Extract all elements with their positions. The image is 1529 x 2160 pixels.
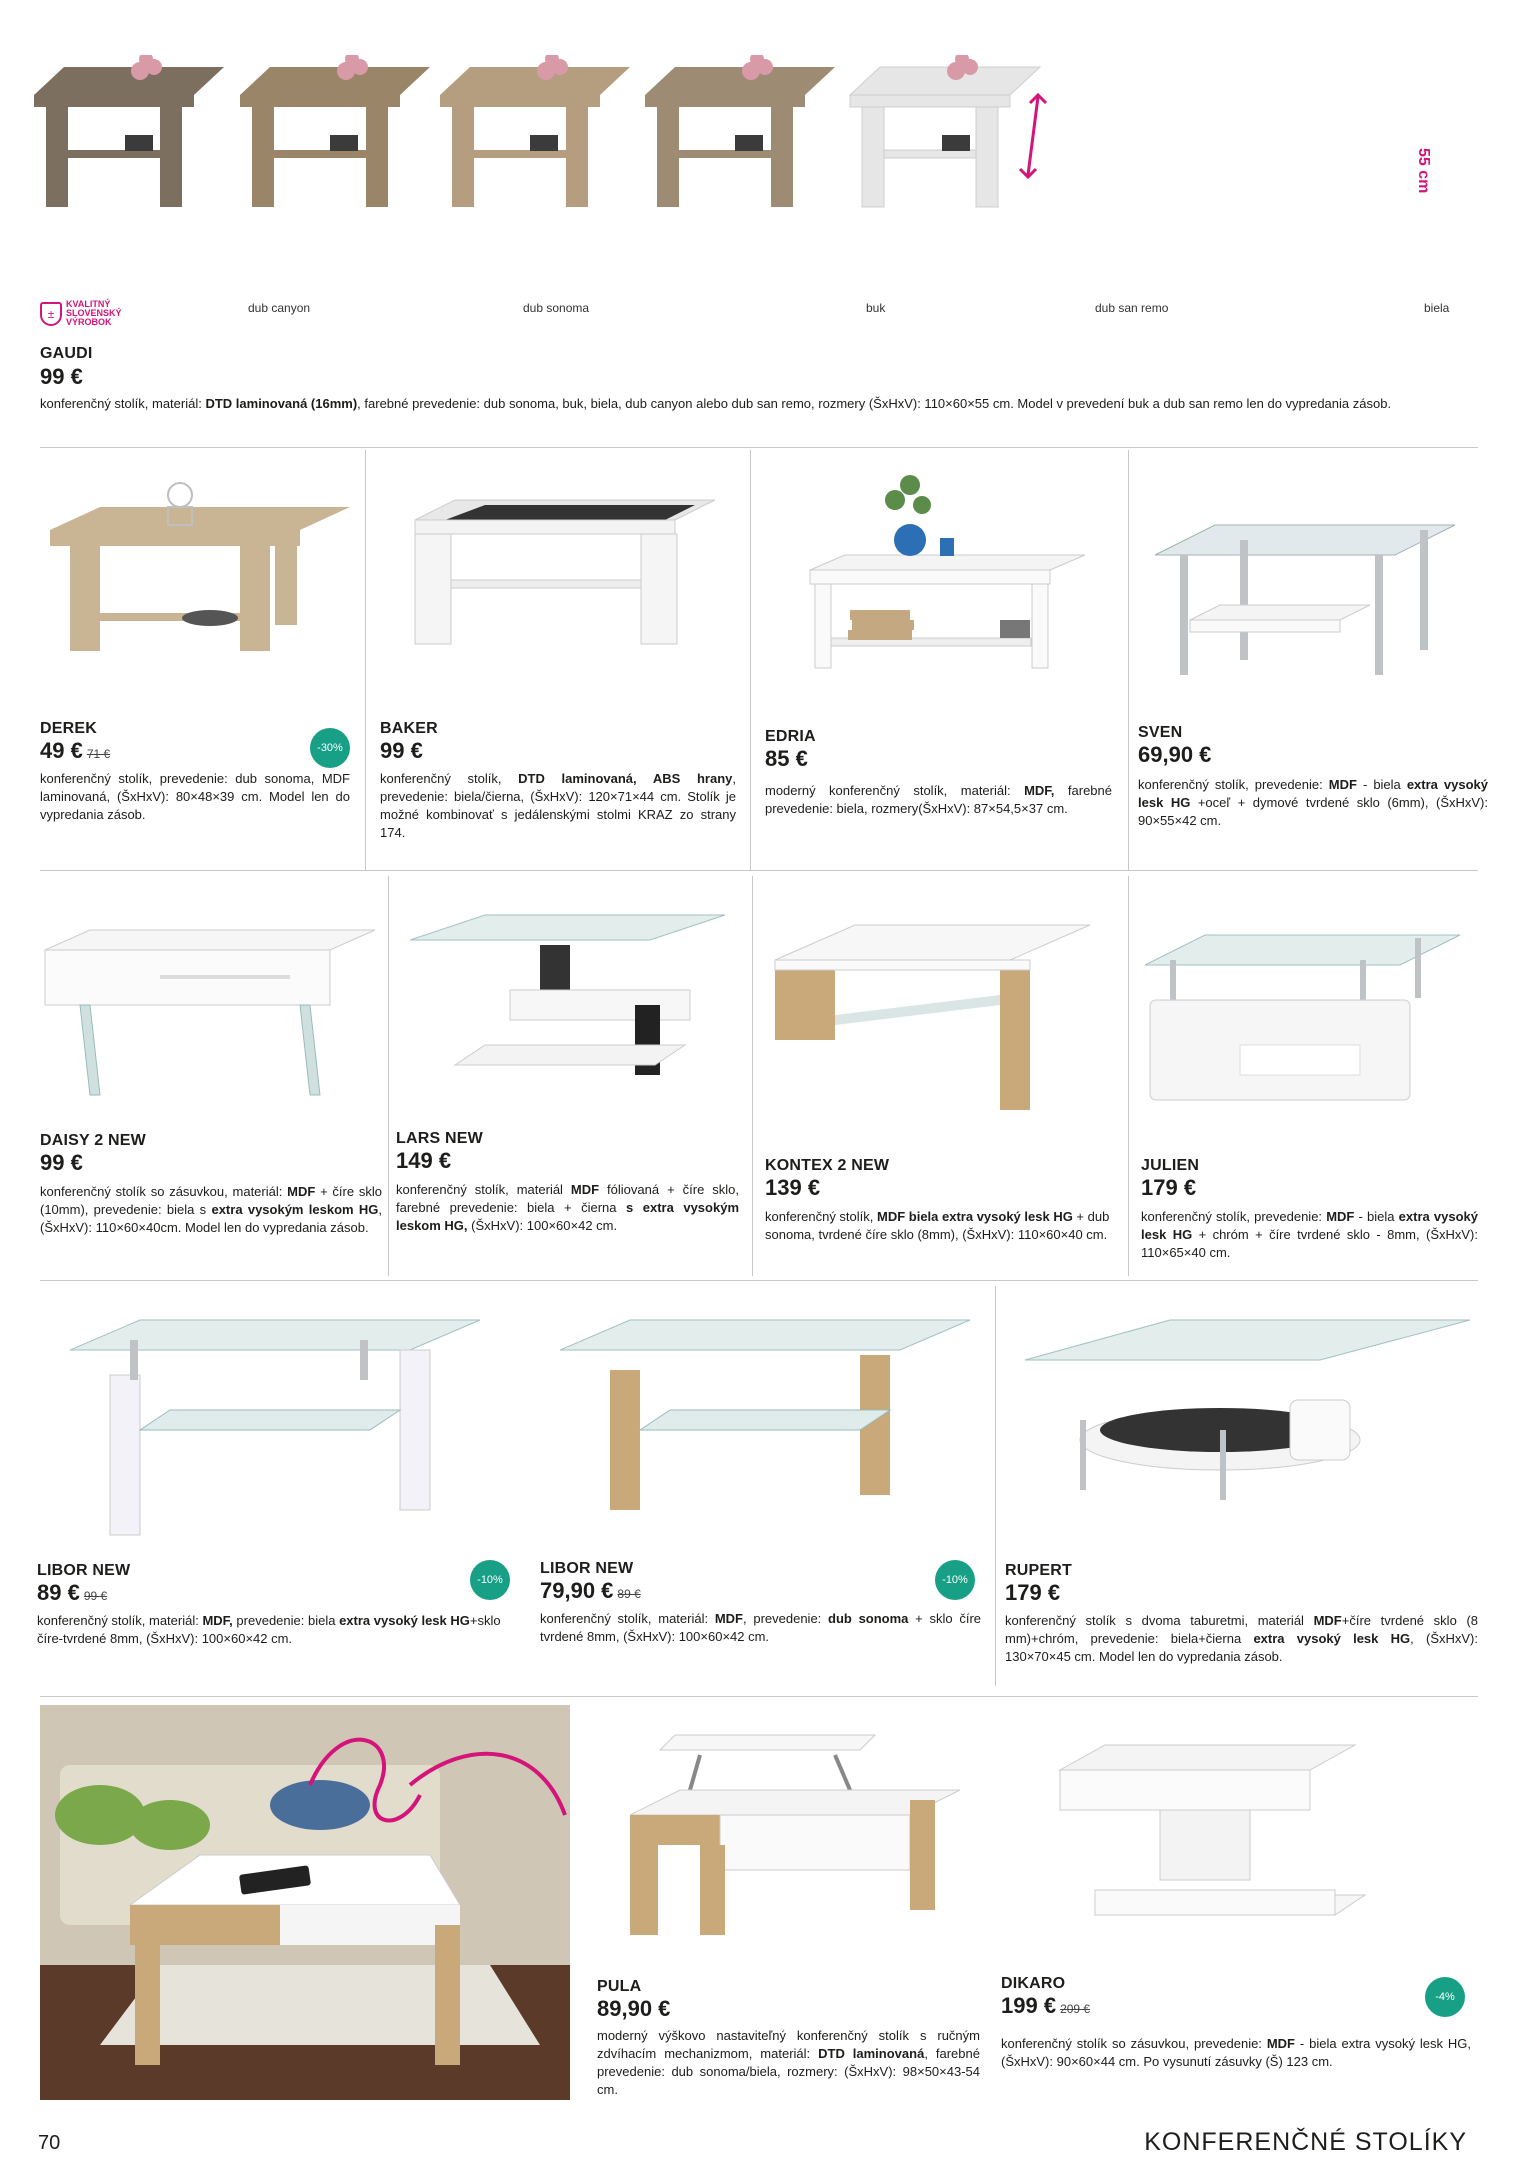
product-description: konferenčný stolík, prevedenie: dub sonoma, MDF laminovaná, (ŠxHxV): 80×48×39 cm. Model len do vypredania zásob. [40,771,350,822]
derek-photo [40,455,350,665]
discount-badge: -4% [1425,1977,1465,2017]
quality-badge-line-2: SLOVENSKÝ [66,308,122,318]
lars-photo [410,910,730,1090]
variant-buk: buk [866,301,886,315]
gaudi-height-tag: 55 cm [1415,148,1432,194]
product-name: PULA [597,1978,642,1995]
pula-lifestyle-photo [40,1705,570,2100]
libor-white-photo [70,1300,490,1550]
product-description: konferenčný stolík, DTD laminovaná, ABS hrany, prevedenie: biela/čierna, (ŠxHxV): 120×71×44 cm. Stolík je možné kombinovať s jedálenskými stolmi KRAZ zo strany 174. [380,771,736,840]
product-price: 69,90 € [1138,742,1212,767]
product-price: 199 € 209 € [1001,1993,1091,2018]
daisy-photo [40,920,380,1110]
product-description: konferenčný stolík so zásuvkou, prevedenie: MDF - biela extra vysoký lesk HG, (ŠxHxV): 90×60×44 cm. Po vysunutí zásuvky (Š) 123 cm. [1001,2036,1471,2069]
product-description: konferenčný stolík, prevedenie: MDF - biela extra vysoký lesk HG + chróm + číre tvrdené sklo - 8mm, (ŠxHxV): 110×65×40 cm. [1141,1209,1478,1260]
gaudi-photo-strip [30,55,1070,215]
product-description: konferenčný stolík so zásuvkou, materiál: MDF + číre sklo (10mm), prevedenie: biela s extra vysokým leskom HG, (ŠxHxV): 110×60×40cm. Model len do vypredania zásob. [40,1184,382,1235]
kontex-photo [770,915,1110,1120]
product-price: 49 € 71 € [40,738,111,763]
product-name: GAUDI [40,345,93,362]
libor-sonoma-photo [560,1300,980,1530]
product-name: DEREK [40,720,98,737]
quality-badge [40,300,122,327]
baker-photo [385,480,735,650]
product-name: EDRIA [765,728,816,745]
variant-dub-san-remo: dub san remo [1095,301,1169,315]
product-description: konferenčný stolík, materiál MDF fóliovaná + číre sklo, farebné prevedenie: biela + čierna s extra vysokým leskom HG, (ŠxHxV): 100×60×42 cm. [396,1182,739,1233]
product-name: JULIEN [1141,1157,1200,1174]
dikaro-photo [1050,1730,1410,1920]
old-price: 71 € [86,747,111,761]
product-name: DIKARO [1001,1975,1066,1992]
product-name: KONTEX 2 NEW [765,1157,890,1174]
quality-badge-line-3: VÝROBOK [66,317,112,327]
product-description: konferenčný stolík, prevedenie: MDF - biela extra vysoký lesk HG +oceľ + dymové tvrdené sklo (6mm), (ŠxHxV): 90×55×42 cm. [1138,777,1489,828]
product-description: moderný výškovo nastaviteľný konferenčný stolík s ručným zdvíhacím mechanizmom, materiál: DTD laminovaná, farebné prevedenie: dub sonoma/biela, rozmery: (ŠxHxV): 98×50×43-54 cm. [597,2028,980,2097]
old-price: 99 € [83,1589,108,1603]
julien-photo [1140,920,1465,1115]
product-price: 149 € [396,1148,452,1173]
product-description: konferenčný stolík, MDF biela extra vysoký lesk HG + dub sonoma, tvrdené číre sklo (8mm), (ŠxHxV): 110×60×40 cm. [765,1209,1110,1242]
rupert-photo [1020,1310,1470,1540]
product-description: konferenčný stolík, materiál: MDF, prevedenie: biela extra vysoký lesk HG+sklo číre-tvrdené 8mm, (ŠxHxV): 100×60×42 cm. [37,1613,501,1646]
product-price: 179 € [1005,1580,1061,1605]
old-price: 89 € [617,1587,641,1601]
product-price: 139 € [765,1175,821,1200]
product-name: SVEN [1138,724,1183,741]
discount-badge: -10% [470,1560,510,1600]
shield-icon: ± [40,302,62,326]
product-name: LARS NEW [396,1130,483,1147]
variant-dub-canyon: dub canyon [248,301,311,315]
product-name: DAISY 2 NEW [40,1132,146,1149]
product-price: 99 € [40,364,83,389]
product-name: LIBOR NEW [37,1562,131,1579]
product-price: 89 € 99 € [37,1580,108,1605]
old-price: 209 € [1060,2002,1091,2016]
product-price: 89,90 € [597,1996,671,2021]
pula-photo [620,1720,970,1940]
product-price: 79,90 € 89 € [540,1578,641,1603]
section-title: KONFERENČNÉ STOLÍKY [1144,2128,1467,2156]
product-description: konferenčný stolík, materiál: MDF, prevedenie: dub sonoma + sklo číre tvrdené 8mm, (ŠxHxV): 100×60×42 cm. [540,1611,981,1644]
discount-badge: -30% [310,728,350,768]
product-price: 99 € [40,1150,83,1175]
variant-biela: biela [1424,301,1450,315]
product-name: BAKER [380,720,438,737]
discount-badge: -10% [935,1560,975,1600]
product-name: LIBOR NEW [540,1560,634,1577]
product-price: 85 € [765,746,808,771]
product-price: 179 € [1141,1175,1197,1200]
page-number: 70 [38,2132,61,2154]
product-name: RUPERT [1005,1562,1072,1579]
product-description: konferenčný stolík, materiál: DTD laminovaná (16mm), farebné prevedenie: dub sonoma, buk, biela, dub canyon alebo dub san remo, rozmery (ŠxHxV): 110×60×55 cm. Model v prevedení buk a dub san remo len do vypredania zásob. [40,396,1392,411]
product-price: 99 € [380,738,423,763]
sven-photo [1150,510,1460,710]
product-description: moderný konferenčný stolík, materiál: MDF, farebné prevedenie: biela, rozmery(ŠxHxV): 87×54,5×37 cm. [765,783,1112,816]
product-description: konferenčný stolík s dvoma taburetmi, materiál MDF+číre tvrdené sklo (8 mm)+chróm, prevedenie: biela+čierna extra vysoký lesk HG, (ŠxHxV): 130×70×45 cm. Model len do vypredania zásob. [1005,1613,1479,1664]
edria-photo [800,460,1090,675]
variant-dub-sonoma: dub sonoma [523,301,590,315]
quality-badge-line-1: KVALITNÝ [66,299,111,309]
